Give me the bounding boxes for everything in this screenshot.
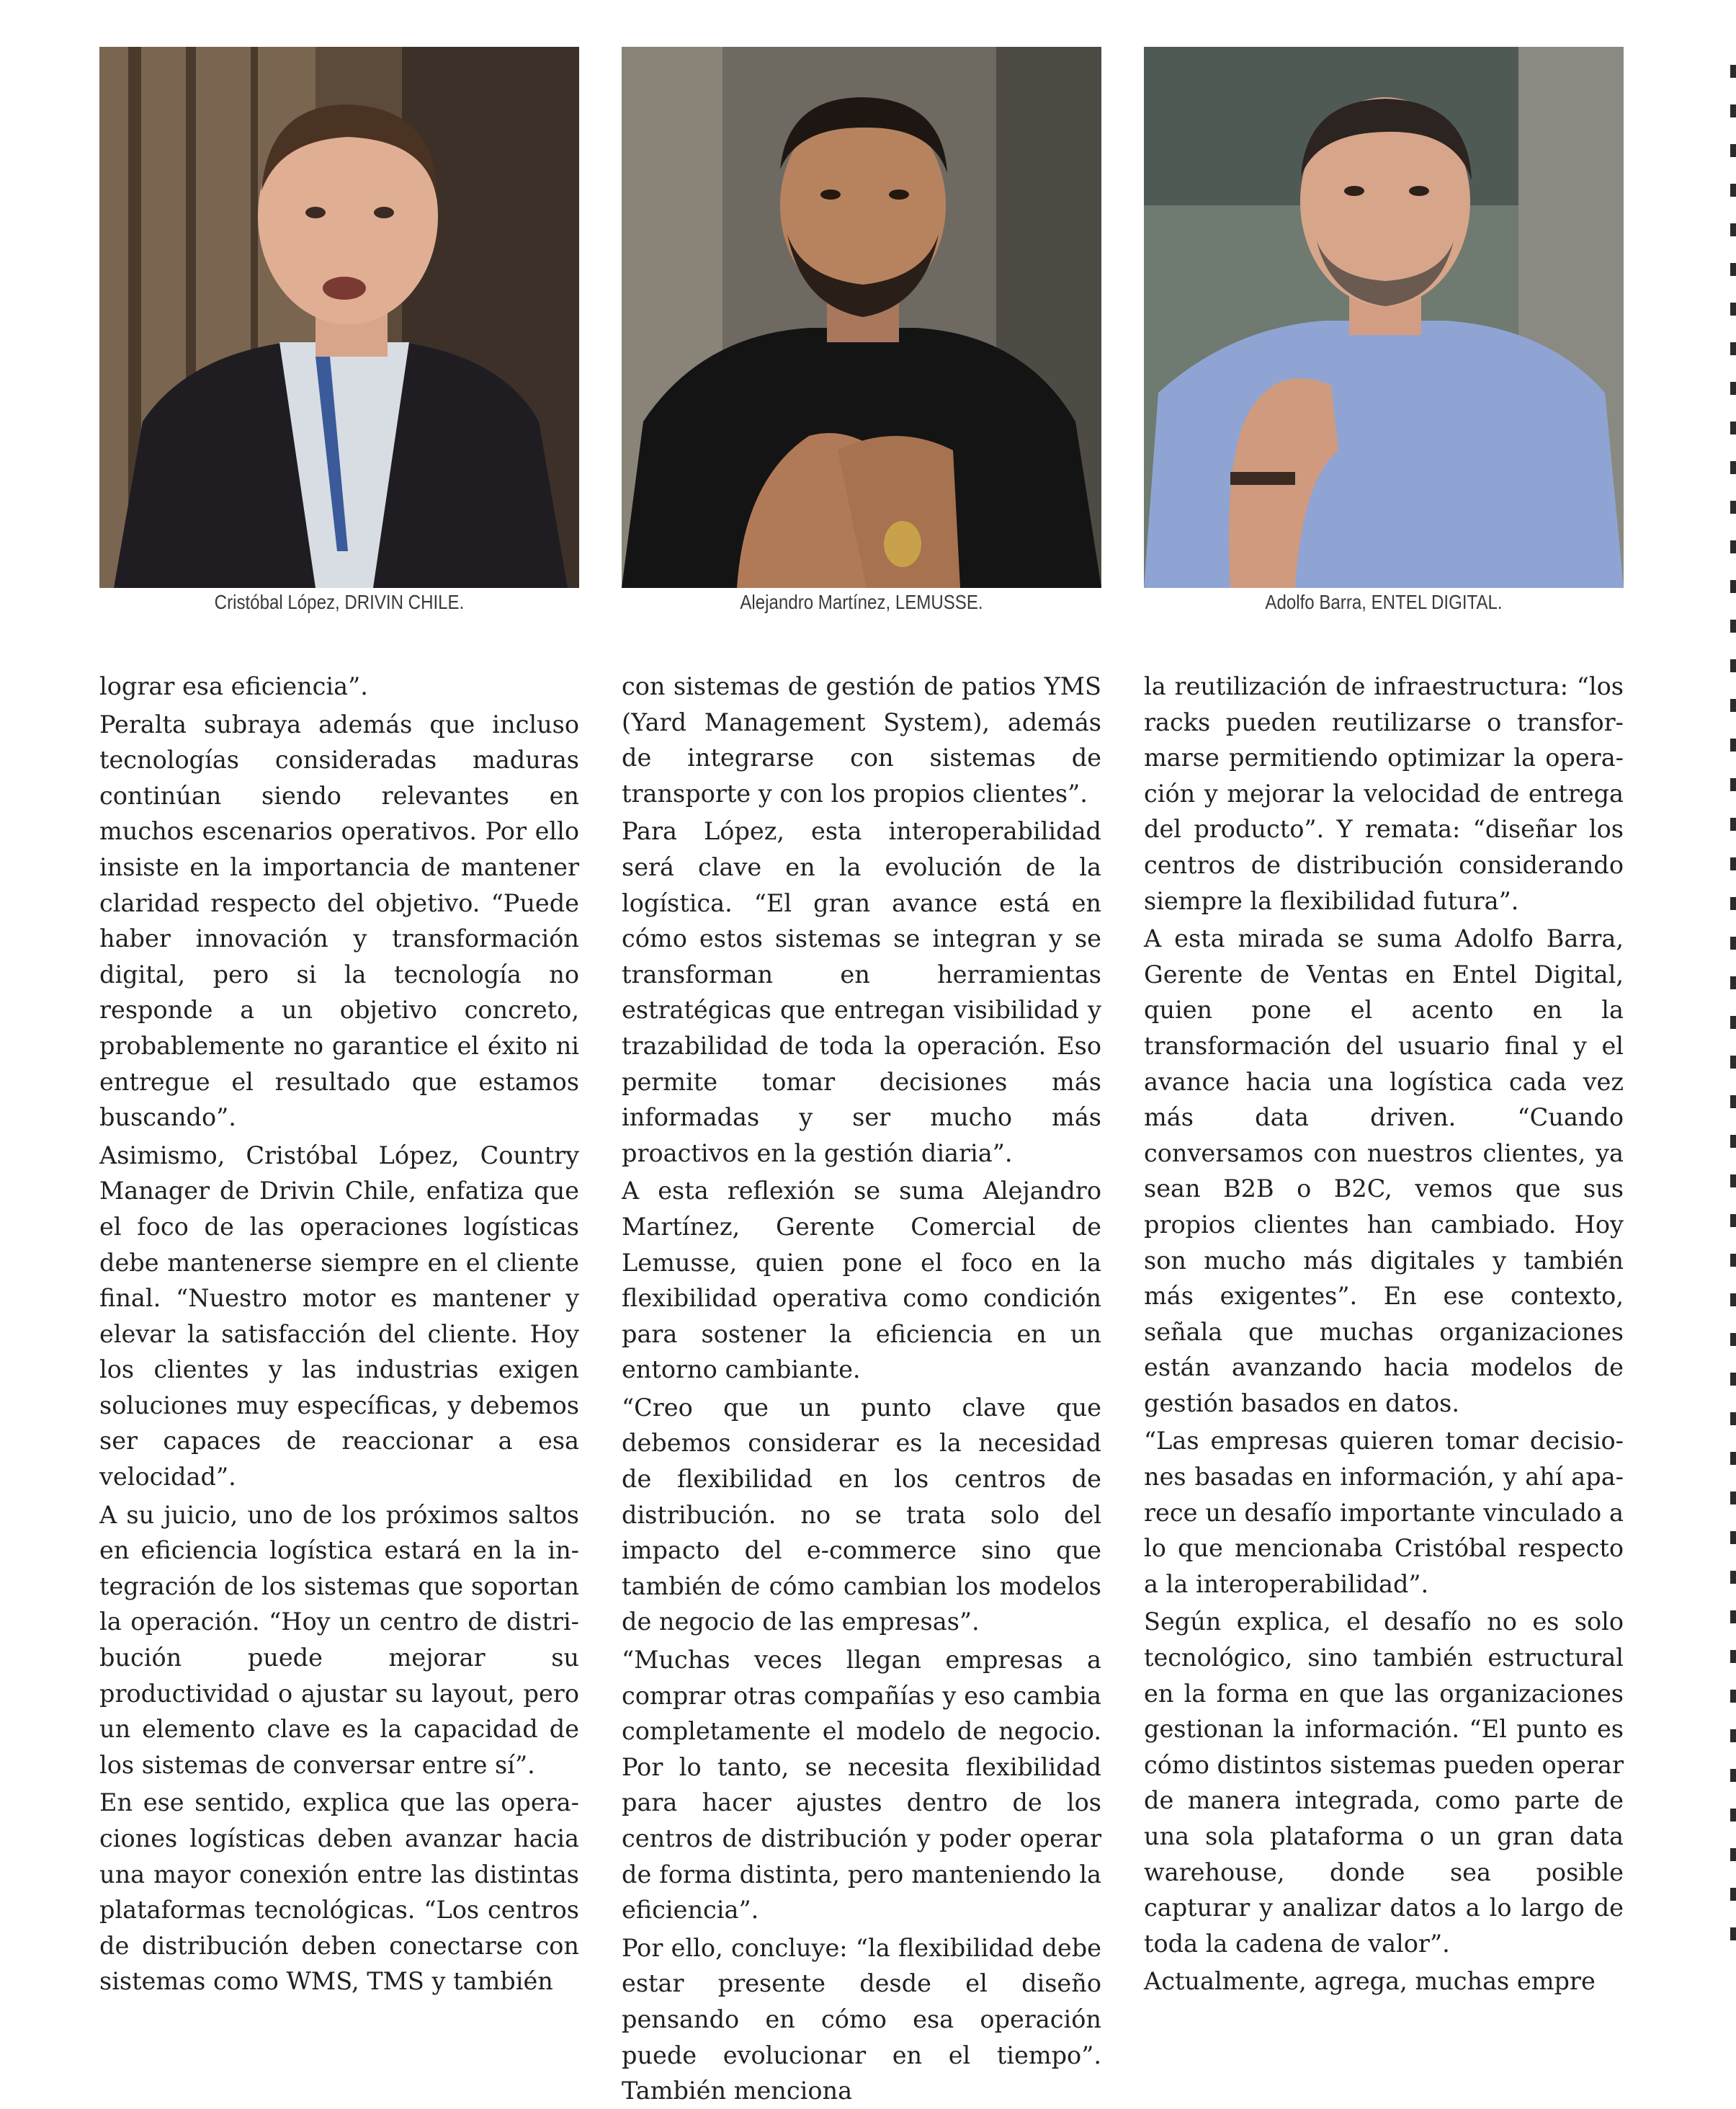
photo-caption: Adolfo Barra, ENTEL DIGITAL. [1265, 591, 1503, 613]
edge-mark [1730, 1769, 1736, 1782]
edge-mark [1730, 1056, 1736, 1069]
edge-mark [1730, 1333, 1736, 1346]
edge-mark [1730, 1293, 1736, 1306]
edge-mark [1730, 1690, 1736, 1703]
edge-mark [1730, 501, 1736, 514]
photo-cristobal-lopez [99, 47, 579, 588]
article-column-2 [622, 669, 1101, 2105]
edge-mark [1730, 937, 1736, 950]
edge-mark [1730, 1214, 1736, 1227]
edge-mark [1730, 1650, 1736, 1663]
photo-adolfo-barra [1144, 47, 1624, 588]
article-column-1 [99, 669, 579, 1996]
edge-mark [1730, 1095, 1736, 1108]
edge-mark [1730, 1610, 1736, 1623]
edge-mark [1730, 461, 1736, 474]
edge-mark [1730, 1492, 1736, 1504]
photo-caption: Alejandro Martínez, LEMUSSE. [740, 591, 983, 613]
edge-mark [1730, 382, 1736, 395]
edge-mark [1730, 1729, 1736, 1742]
edge-mark [1730, 1412, 1736, 1425]
edge-mark [1730, 144, 1736, 157]
paragraph: con sistemas de gestión de patios YMS (Yard Management System), además de integrarse con sistemas de transporte y con los propios clientes”. [622, 672, 1101, 808]
edge-mark [1730, 184, 1736, 197]
edge-mark [1730, 422, 1736, 434]
edge-mark [1730, 857, 1736, 870]
paragraph: A su juicio, uno de los próximos saltos en eficiencia logística estará en la integración de los sistemas que soportan la operación. “Hoy un centro de distribución puede mejorar su productividad o ajustar su layout, pero un elemento clave es la capacidad de los sistemas de conversar entre sí”. [99, 1500, 579, 1779]
edge-mark [1730, 778, 1736, 791]
paragraph: Según explica, el desafío no es solo tecnológico, sino también estructural en la forma en que las organizaciones gestionan la información. “El punto es cómo distintos sistemas pueden operar de manera integrada, como parte de una sola plataforma o un gran data warehouse, donde sea posible capturar y analizar datos a lo largo de toda la cadena de valor”. [1144, 1608, 1624, 1958]
edge-mark [1730, 897, 1736, 910]
edge-mark [1730, 1016, 1736, 1029]
paragraph: Para López, esta interoperabilidad será clave en la evolución de la logística. “El gran avance está en cómo estos sistemas se integran y se transforman en herramientas estratégicas que entregan visibilidad y trazabilidad de toda la operación. Eso permite tomar decisiones más informadas y ser mucho más proactivos en la gestión diaria”. [622, 817, 1101, 1167]
paragraph: En ese sentido, explica que las operaciones logísticas deben avanzar hacia una mayor conexión entre las distintas plataformas tecnológicas. “Los centros de distribución deben conectarse con sistemas como WMS, TMS y también [99, 1788, 579, 1996]
paragraph: A esta reflexión se suma Alejandro Martínez, Gerente Comercial de Lemusse, quien pone el foco en la flexibilidad operativa como condición para sostener la eficiencia en un entorno cambiante. [622, 1177, 1101, 1384]
edge-mark [1730, 620, 1736, 633]
edge-mark [1730, 342, 1736, 355]
edge-mark [1730, 976, 1736, 989]
paragraph: A esta mirada se suma Adolfo Barra, Gerente de Ventas en Entel Digital, quien pone el acento en la transformación del usuario final y el avance hacia una logística cada vez más data driven. “Cuando conversamos con nuestros clientes, ya sean B2B o B2C, vemos que sus propios clientes han cambiado. Hoy son mucho más digitales y también más exigentes”. En ese contexto, señala que muchas organizaciones están avanzando hacia modelos de gestión basados en datos. [1144, 924, 1624, 1417]
edge-mark [1730, 303, 1736, 316]
edge-mark [1730, 1452, 1736, 1465]
edge-mark [1730, 1888, 1736, 1901]
edge-mark [1730, 1927, 1736, 1940]
edge-mark [1730, 1254, 1736, 1267]
edge-mark [1730, 659, 1736, 672]
edge-mark [1730, 1809, 1736, 1822]
paragraph: Peralta subraya además que incluso tecnologías consideradas maduras continúan siendo relevantes en muchos escenarios operativos. Por ello insiste en la importancia de mantener claridad respecto del objetivo. “Puede haber innovación y transformación digital, pero si la tecnología no responde a un objetivo concreto, probablemente no garantice el éxito ni entregue el resultado que estamos buscando”. [99, 710, 579, 1132]
edge-mark [1730, 739, 1736, 752]
edge-mark [1730, 580, 1736, 593]
edge-mark [1730, 1531, 1736, 1544]
edge-mark [1730, 223, 1736, 236]
edge-mark [1730, 263, 1736, 276]
edge-mark [1730, 104, 1736, 117]
edge-mark [1730, 1373, 1736, 1386]
edge-mark [1730, 1135, 1736, 1148]
paragraph: lograr esa eficiencia”. [99, 672, 368, 700]
paragraph: Asimismo, Cristóbal López, Country Manager de Drivin Chile, enfatiza que el foco de las operaciones logísticas debe mantenerse siempre en el cliente final. “Nuestro motor es mantener y elevar la satisfacción del cliente. Hoy los clientes y las industrias exigen soluciones muy específicas, y debemos ser capaces de reaccionar a esa velocidad”. [99, 1141, 579, 1492]
paragraph: la reutilización de infraestructura: “los racks pueden reutilizarse o transformarse permitiendo optimizar la operación y mejorar la velocidad de entrega del producto”. Y remata: “diseñar los centros de distribución considerando siempre la flexibilidad futura”. [1144, 672, 1624, 915]
edge-mark [1730, 1571, 1736, 1584]
edge-mark [1730, 1848, 1736, 1861]
paragraph: “Creo que un punto clave que debemos considerar es la necesidad de flexibilidad en los centros de distribución. no se trata solo del impacto del e-commerce sino que también de cómo cambian los modelos de negocio de las empresas”. [622, 1393, 1101, 1636]
photo-alejandro-martinez [622, 47, 1101, 588]
edge-mark [1730, 65, 1736, 78]
photo-caption: Cristóbal López, DRIVIN CHILE. [214, 591, 465, 613]
edge-mark [1730, 818, 1736, 831]
edge-mark [1730, 1174, 1736, 1187]
paragraph: “Las empresas quieren tomar decisiones basadas en información, y ahí aparece un desafío importante vinculado a lo que mencionaba Cristóbal respecto a la interoperabilidad”. [1144, 1427, 1624, 1598]
article-column-3 [1144, 669, 1624, 1996]
paragraph: “Muchas veces llegan empresas a comprar otras compañías y eso cambia completamente el modelo de negocio. Por lo tanto, se necesita flexibilidad para hacer ajustes dentro de los centros de distribución y poder operar de forma distinta, pero manteniendo la eficiencia”. [622, 1646, 1101, 1925]
edge-mark [1730, 540, 1736, 553]
paragraph: Actualmente, agrega, muchas empre [1144, 1967, 1596, 1996]
edge-mark [1730, 699, 1736, 712]
paragraph: Por ello, concluye: “la flexibilidad debe estar presente desde el diseño pensando en cómo esa operación puede evolucionar en el tiempo”. También menciona [622, 1933, 1101, 2105]
